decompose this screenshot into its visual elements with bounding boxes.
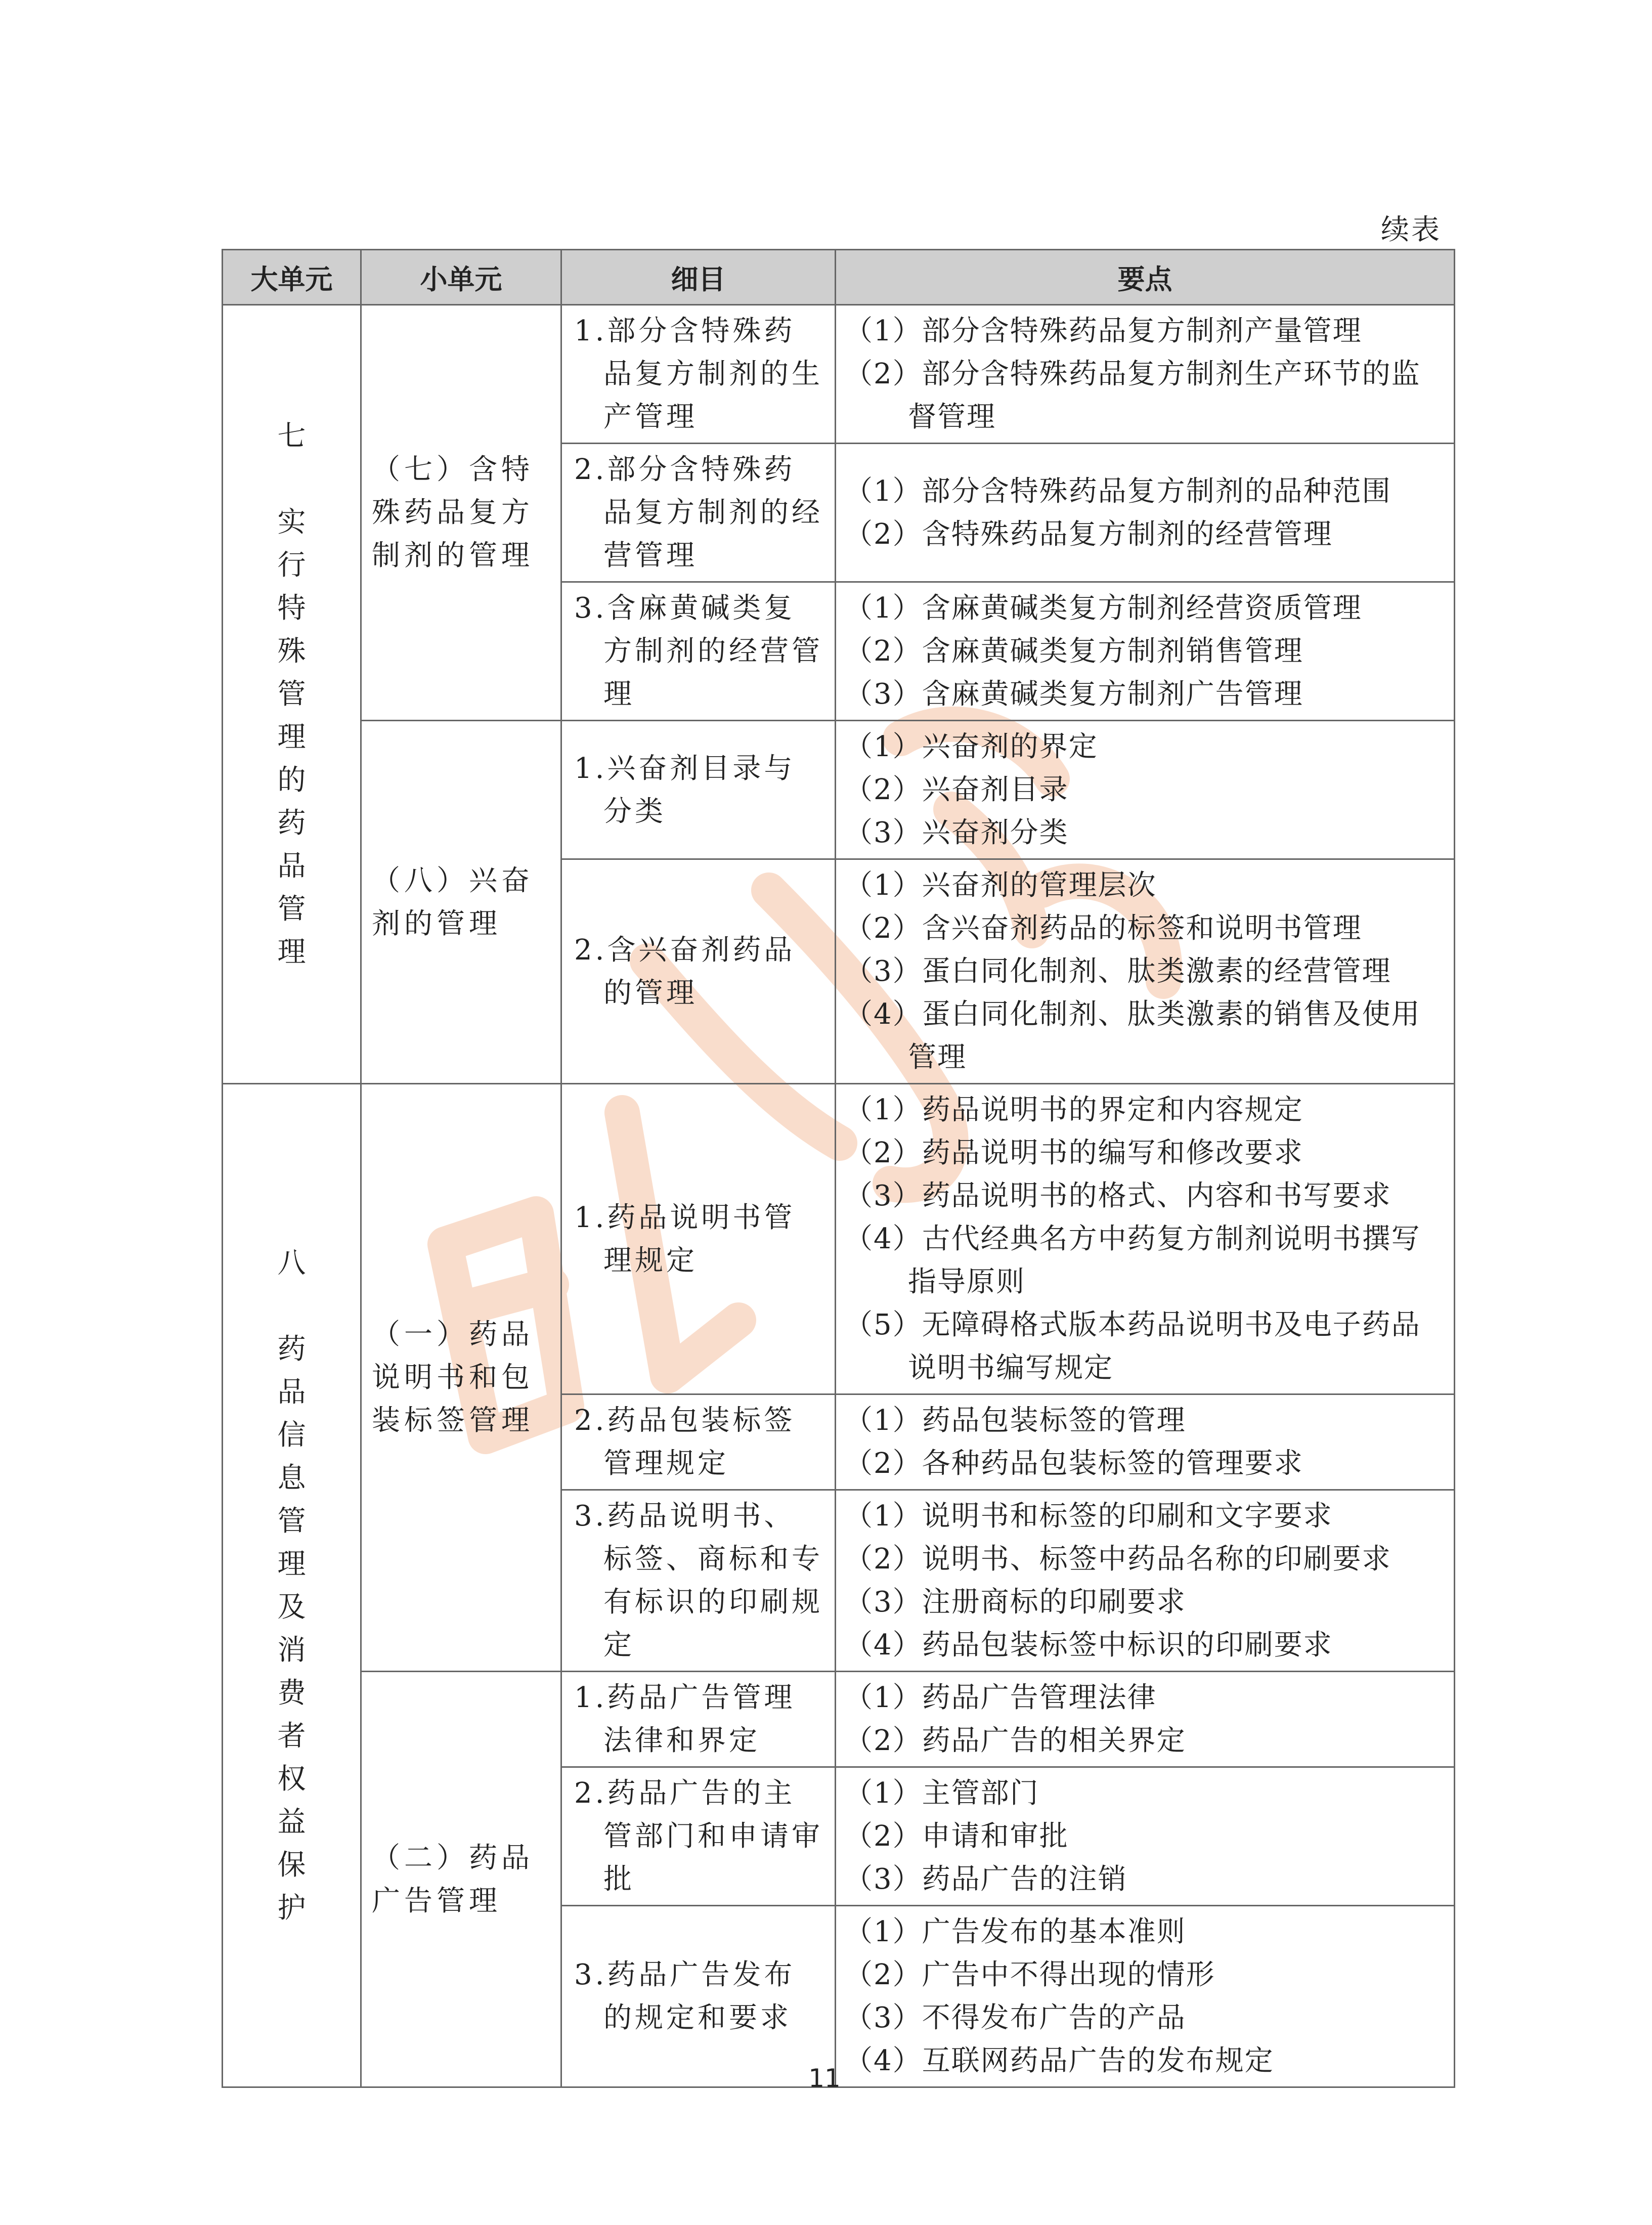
major-unit-char: 费 xyxy=(277,1676,306,1710)
detail-title: 2.药品广告的主管部门和申请审批 xyxy=(574,1777,823,1896)
major-unit-char: 益 xyxy=(277,1805,306,1839)
key-point: （3）含麻黄碱类复方制剂广告管理 xyxy=(844,678,1303,711)
key-point: （2）广告中不得出现的情形 xyxy=(844,1958,1215,1991)
major-unit-char: 品 xyxy=(277,850,306,883)
major-unit-cell xyxy=(223,1084,361,2087)
key-point: （1）广告发布的基本准则 xyxy=(844,1915,1186,1948)
detail-title: 2.含兴奋剂药品的管理 xyxy=(574,933,796,1010)
key-point: （1）药品包装标签的管理 xyxy=(844,1404,1186,1437)
key-point: （1）部分含特殊药品复方制剂的品种范围 xyxy=(844,474,1392,508)
detail-title: 2.部分含特殊药品复方制剂的经营管理 xyxy=(574,453,823,572)
table-row xyxy=(223,721,1455,859)
header-major-unit: 大单元 xyxy=(223,250,361,305)
page-number: 11 xyxy=(808,2064,841,2093)
key-point: （5）无障碍格式版本药品说明书及电子药品说明书编写规定 xyxy=(844,1308,1421,1384)
detail-title: 1.部分含特殊药品复方制剂的生产管理 xyxy=(574,315,823,433)
major-unit-char: 药 xyxy=(277,1332,306,1366)
detail-title: 1.兴奋剂目录与分类 xyxy=(574,752,796,828)
minor-unit-cell: （一）药品说明书和包装标签管理 xyxy=(361,1084,561,1672)
major-unit-char: 理 xyxy=(277,936,306,969)
major-unit-char: 消 xyxy=(277,1633,306,1667)
detail-title: 3.药品说明书、标签、商标和专有标识的印刷规定 xyxy=(574,1500,823,1662)
detail-cell xyxy=(561,1084,836,1394)
detail-cell xyxy=(561,1906,836,2087)
major-unit-char: 行 xyxy=(277,549,306,582)
major-unit-char: 及 xyxy=(277,1590,306,1624)
key-point: （3）注册商标的印刷要求 xyxy=(844,1586,1186,1619)
major-unit-char: 息 xyxy=(277,1461,306,1495)
key-point: （2）药品说明书的编写和修改要求 xyxy=(844,1137,1303,1169)
table-row xyxy=(223,1084,1455,1394)
major-unit-char: 管 xyxy=(277,893,306,926)
detail-title: 3.药品广告发布的规定和要求 xyxy=(574,1958,796,2034)
header-row xyxy=(223,250,1455,305)
key-point: （4）药品包装标签中标识的印刷要求 xyxy=(844,1629,1333,1662)
key-point: （2）申请和审批 xyxy=(844,1820,1069,1853)
detail-title: 1.药品广告管理法律和界定 xyxy=(574,1681,796,1757)
key-point: （1）主管部门 xyxy=(844,1777,1039,1810)
detail-cell xyxy=(561,582,836,721)
key-point: （4）互联网药品广告的发布规定 xyxy=(844,2044,1274,2077)
table-row xyxy=(223,1672,1455,1767)
major-unit-char: 品 xyxy=(277,1375,306,1409)
points-cell xyxy=(836,1767,1455,1906)
major-unit-char: 理 xyxy=(277,721,306,754)
key-point: （2）兴奋剂目录 xyxy=(844,773,1069,806)
major-unit-char: 者 xyxy=(277,1719,306,1753)
detail-cell xyxy=(561,721,836,859)
detail-cell xyxy=(561,305,836,444)
points-cell xyxy=(836,444,1455,582)
points-cell xyxy=(836,1490,1455,1672)
key-point: （4）古代经典名方中药复方制剂说明书撰写指导原则 xyxy=(844,1223,1421,1298)
key-point: （1）兴奋剂的管理层次 xyxy=(844,869,1157,902)
detail-cell xyxy=(561,1672,836,1767)
points-cell xyxy=(836,1906,1455,2087)
key-point: （3）药品广告的注销 xyxy=(844,1863,1127,1896)
major-unit-char: 护 xyxy=(277,1891,306,1925)
minor-unit-cell: （八）兴奋剂的管理 xyxy=(361,721,561,1084)
key-point: （1）含麻黄碱类复方制剂经营资质管理 xyxy=(844,592,1362,625)
major-unit-char: 实 xyxy=(277,506,306,539)
detail-cell xyxy=(561,1394,836,1490)
key-point: （1）药品广告管理法律 xyxy=(844,1681,1157,1714)
outline-table xyxy=(222,249,1455,2088)
key-point: （1）兴奋剂的界定 xyxy=(844,730,1098,763)
points-cell xyxy=(836,721,1455,859)
header-minor-unit: 小单元 xyxy=(361,250,561,305)
table-row xyxy=(223,305,1455,444)
minor-unit-cell: （七）含特殊药品复方制剂的管理 xyxy=(361,305,561,721)
key-point: （3）兴奋剂分类 xyxy=(844,816,1069,849)
key-point: （2）部分含特殊药品复方制剂生产环节的监督管理 xyxy=(844,358,1421,433)
minor-unit-cell: （二）药品广告管理 xyxy=(361,1672,561,2087)
key-point: （2）含麻黄碱类复方制剂销售管理 xyxy=(844,635,1303,668)
detail-cell xyxy=(561,1490,836,1672)
key-point: （1）说明书和标签的印刷和文字要求 xyxy=(844,1500,1333,1533)
detail-cell xyxy=(561,1767,836,1906)
detail-title: 2.药品包装标签管理规定 xyxy=(574,1404,796,1480)
key-point: （2）各种药品包装标签的管理要求 xyxy=(844,1447,1303,1480)
major-unit-char: 信 xyxy=(277,1418,306,1452)
major-unit-char: 理 xyxy=(277,1547,306,1581)
detail-title: 1.药品说明书管理规定 xyxy=(574,1201,796,1277)
key-point: （1）药品说明书的界定和内容规定 xyxy=(844,1094,1303,1126)
continued-label: 续表 xyxy=(1381,213,1442,246)
header-key-points: 要点 xyxy=(836,250,1455,305)
detail-cell xyxy=(561,444,836,582)
major-unit-char: 保 xyxy=(277,1848,306,1882)
major-unit-char: 管 xyxy=(277,1504,306,1538)
points-cell xyxy=(836,1394,1455,1490)
key-point: （3）药品说明书的格式、内容和书写要求 xyxy=(844,1180,1392,1212)
key-point: （2）含特殊药品复方制剂的经营管理 xyxy=(844,517,1333,551)
major-unit-char: 殊 xyxy=(277,635,306,668)
major-unit-char: 管 xyxy=(277,678,306,711)
major-unit-number: 七 xyxy=(277,420,306,453)
major-unit-number: 八 xyxy=(277,1246,306,1280)
header-detail: 细目 xyxy=(561,250,836,305)
detail-title: 3.含麻黄碱类复方制剂的经营管理 xyxy=(574,592,823,711)
major-unit-char: 药 xyxy=(277,807,306,840)
major-unit-char: 特 xyxy=(277,592,306,625)
key-point: （2）说明书、标签中药品名称的印刷要求 xyxy=(844,1543,1392,1576)
points-cell xyxy=(836,859,1455,1084)
points-cell xyxy=(836,305,1455,444)
points-cell xyxy=(836,1084,1455,1394)
major-unit-char: 的 xyxy=(277,764,306,797)
key-point: （3）蛋白同化制剂、肽类激素的经营管理 xyxy=(844,955,1392,988)
points-cell xyxy=(836,582,1455,721)
major-unit-char: 权 xyxy=(277,1762,306,1796)
key-point: （2）含兴奋剂药品的标签和说明书管理 xyxy=(844,912,1362,945)
key-point: （1）部分含特殊药品复方制剂产量管理 xyxy=(844,315,1362,347)
key-point: （2）药品广告的相关界定 xyxy=(844,1724,1186,1757)
detail-cell xyxy=(561,859,836,1084)
key-point: （3）不得发布广告的产品 xyxy=(844,2001,1186,2034)
points-cell xyxy=(836,1672,1455,1767)
major-unit-cell xyxy=(223,305,361,1084)
key-point: （4）蛋白同化制剂、肽类激素的销售及使用管理 xyxy=(844,998,1421,1074)
